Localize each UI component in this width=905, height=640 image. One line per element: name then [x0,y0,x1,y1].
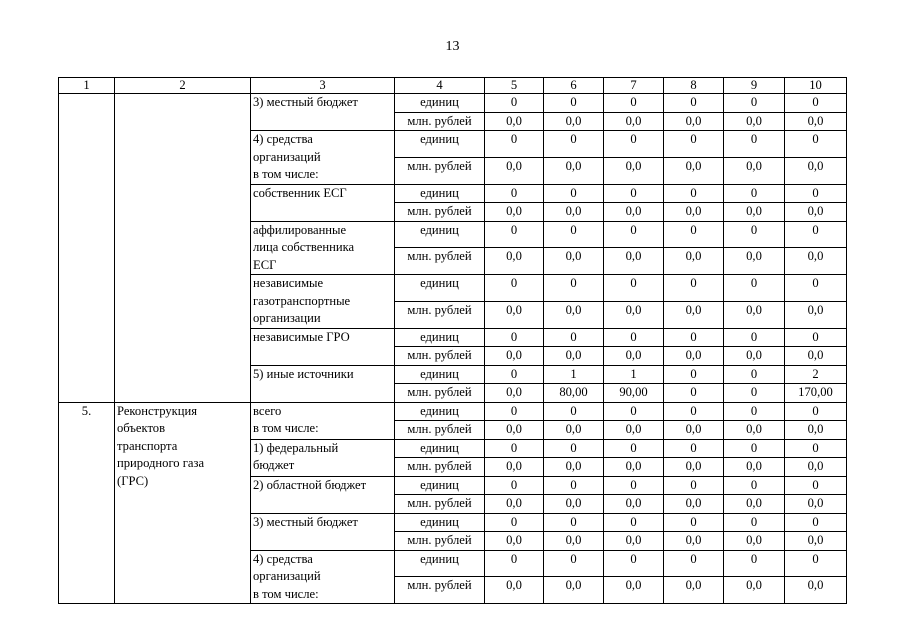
value-cell: 0 [485,221,544,248]
unit-cell: млн. рублей [395,248,485,275]
unit-cell: единиц [395,365,485,384]
unit-cell: единиц [395,513,485,532]
funding-source-line: 4) средства [253,132,313,146]
value-cell: 0 [724,384,785,403]
value-cell: 0,0 [485,577,544,604]
value-cell: 2 [785,365,847,384]
value-cell: 0,0 [664,301,724,328]
value-cell: 0 [724,328,785,347]
funding-source-line: независимые [253,276,324,290]
funding-source-line: в том числе: [253,167,319,181]
value-cell: 0,0 [785,577,847,604]
value-cell: 0 [485,550,544,577]
funding-source-line: независимые ГРО [253,329,350,344]
value-cell: 0,0 [544,248,604,275]
unit-cell: млн. рублей [395,347,485,366]
funding-source [251,550,395,604]
table-row [59,402,847,421]
value-cell: 0,0 [664,532,724,551]
column-header: 5 [485,78,544,94]
value-cell: 0,0 [604,203,664,222]
value-cell: 0 [664,221,724,248]
value-cell: 0,0 [544,203,604,222]
value-cell: 0 [485,476,544,495]
value-cell: 0,0 [604,532,664,551]
unit-cell: единиц [395,184,485,203]
value-cell: 0 [785,131,847,158]
value-cell: 0 [604,94,664,113]
value-cell: 0,0 [785,301,847,328]
value-cell: 0 [724,131,785,158]
funding-source [251,439,395,476]
value-cell: 0 [724,439,785,458]
object-name-line: (ГРС) [117,473,149,488]
value-cell: 0 [604,439,664,458]
value-cell: 0 [604,221,664,248]
value-cell: 0 [724,550,785,577]
unit-cell: млн. рублей [395,495,485,514]
funding-source-line: организаций [253,149,321,164]
value-cell: 0,0 [604,301,664,328]
funding-source [251,328,395,365]
value-cell: 0,0 [724,301,785,328]
value-cell: 0 [485,275,544,302]
value-cell: 0 [604,131,664,158]
value-cell: 0,0 [724,421,785,440]
funding-source-line: в том числе: [253,586,319,601]
value-cell: 0,0 [485,112,544,131]
funding-source-line: в том числе: [253,421,319,435]
value-cell: 0,0 [544,458,604,477]
value-cell: 0,0 [724,248,785,275]
value-cell: 0,0 [724,532,785,551]
value-cell: 0 [604,476,664,495]
value-cell: 0,0 [724,458,785,477]
value-cell: 0 [544,184,604,203]
value-cell: 0,0 [485,458,544,477]
value-cell: 0,0 [604,347,664,366]
value-cell: 0 [724,402,785,421]
value-cell: 0 [664,184,724,203]
value-cell: 0 [785,550,847,577]
value-cell: 0 [664,131,724,158]
value-cell: 0,0 [785,203,847,222]
value-cell: 0,0 [604,458,664,477]
value-cell: 0 [604,184,664,203]
unit-cell: млн. рублей [395,384,485,403]
value-cell: 0,0 [664,112,724,131]
value-cell: 0 [664,476,724,495]
value-cell: 0 [544,131,604,158]
value-cell: 0 [664,439,724,458]
value-cell: 0,0 [785,248,847,275]
value-cell: 0,0 [485,248,544,275]
funding-source-line: 1) федеральный [253,440,339,455]
object-name-line: Реконструкция [117,403,198,418]
column-header: 1 [59,78,115,94]
value-cell: 0,0 [664,203,724,222]
value-cell: 0 [544,328,604,347]
funding-source-line: всего [253,403,282,418]
value-cell: 0 [785,221,847,248]
value-cell: 90,00 [604,384,664,403]
unit-cell: единиц [395,221,485,248]
value-cell: 0,0 [785,532,847,551]
value-cell: 0,0 [785,495,847,514]
value-cell: 0 [724,94,785,113]
column-number-row [59,78,847,94]
funding-source [251,476,395,513]
value-cell: 0 [664,365,724,384]
value-cell: 0,0 [604,577,664,604]
value-cell: 0,0 [485,203,544,222]
unit-cell: единиц [395,328,485,347]
column-header: 4 [395,78,485,94]
value-cell: 0,0 [604,495,664,514]
value-cell: 0 [724,365,785,384]
value-cell: 0 [544,550,604,577]
value-cell: 80,00 [544,384,604,403]
column-header: 3 [251,78,395,94]
unit-cell: единиц [395,94,485,113]
value-cell: 0 [544,439,604,458]
value-cell: 0,0 [664,421,724,440]
value-cell: 1 [604,365,664,384]
value-cell: 0,0 [724,347,785,366]
section-number: 5. [59,402,115,604]
funding-source [251,221,395,275]
object-name-line: объектов [117,421,166,435]
value-cell: 0 [604,402,664,421]
unit-cell: млн. рублей [395,112,485,131]
value-cell: 0 [664,402,724,421]
value-cell: 0 [664,550,724,577]
value-cell: 0,0 [485,421,544,440]
value-cell: 0,0 [664,458,724,477]
funding-source-line: организаций [253,569,321,583]
column-header: 6 [544,78,604,94]
value-cell: 0,0 [664,157,724,184]
object-name-line: природного газа [117,456,205,470]
column-header: 10 [785,78,847,94]
section-number [59,94,115,403]
value-cell: 0,0 [724,203,785,222]
value-cell: 0 [785,402,847,421]
value-cell: 0,0 [485,384,544,403]
value-cell: 0 [544,513,604,532]
value-cell: 0,0 [485,495,544,514]
value-cell: 0 [785,275,847,302]
object-name-line: транспорта [117,438,178,453]
funding-source-line: 4) средства [253,551,313,566]
value-cell: 0 [785,94,847,113]
value-cell: 0,0 [785,112,847,131]
object-name [115,402,251,604]
value-cell: 0 [664,275,724,302]
unit-cell: единиц [395,131,485,158]
funding-source-line: лица собственника [253,240,355,254]
funding-source [251,513,395,550]
value-cell: 0,0 [604,112,664,131]
object-name [115,94,251,403]
value-cell: 0 [485,184,544,203]
unit-cell: единиц [395,439,485,458]
value-cell: 0,0 [544,301,604,328]
value-cell: 0 [664,384,724,403]
value-cell: 0,0 [604,157,664,184]
funding-source [251,131,395,185]
value-cell: 0,0 [785,347,847,366]
value-cell: 0 [785,513,847,532]
funding-source [251,94,395,131]
funding-source-line: собственник ЕСГ [253,185,347,200]
table-row [59,94,847,113]
value-cell: 0 [604,513,664,532]
value-cell: 0 [544,275,604,302]
table-body [59,78,847,604]
unit-cell: млн. рублей [395,577,485,604]
unit-cell: млн. рублей [395,157,485,184]
value-cell: 0,0 [544,577,604,604]
funding-source [251,365,395,402]
value-cell: 0,0 [485,347,544,366]
value-cell: 0 [785,184,847,203]
value-cell: 0 [604,550,664,577]
value-cell: 0,0 [664,347,724,366]
value-cell: 0 [485,365,544,384]
value-cell: 0,0 [664,577,724,604]
column-header: 9 [724,78,785,94]
column-header: 7 [604,78,664,94]
data-table [58,77,847,604]
value-cell: 0,0 [604,421,664,440]
value-cell: 0,0 [785,421,847,440]
value-cell: 0 [724,476,785,495]
value-cell: 0,0 [544,347,604,366]
value-cell: 0 [664,94,724,113]
unit-cell: млн. рублей [395,458,485,477]
funding-source [251,275,395,329]
value-cell: 1 [544,365,604,384]
value-cell: 0 [485,328,544,347]
value-cell: 0,0 [724,495,785,514]
value-cell: 0,0 [544,421,604,440]
value-cell: 0 [724,275,785,302]
value-cell: 0,0 [604,248,664,275]
value-cell: 0 [724,513,785,532]
unit-cell: единиц [395,402,485,421]
unit-cell: млн. рублей [395,301,485,328]
value-cell: 0,0 [544,157,604,184]
value-cell: 0 [544,476,604,495]
column-header: 8 [664,78,724,94]
funding-source-line: 3) местный бюджет [253,95,358,109]
value-cell: 0 [544,221,604,248]
unit-cell: млн. рублей [395,421,485,440]
value-cell: 0 [544,94,604,113]
value-cell: 0,0 [544,495,604,514]
value-cell: 0,0 [664,495,724,514]
value-cell: 0 [485,439,544,458]
value-cell: 0,0 [785,458,847,477]
value-cell: 0 [604,328,664,347]
funding-source-line: газотранспортные [253,293,351,308]
funding-source-line: аффилированные [253,222,347,237]
funding-source [251,402,395,439]
value-cell: 0 [785,439,847,458]
unit-cell: единиц [395,476,485,495]
column-header: 2 [115,78,251,94]
value-cell: 0 [664,513,724,532]
value-cell: 0,0 [485,301,544,328]
page-number: 13 [445,39,460,54]
funding-source-line: ЕСГ [253,257,277,272]
value-cell: 0,0 [664,248,724,275]
value-cell: 0,0 [485,532,544,551]
value-cell: 0,0 [485,157,544,184]
value-cell: 0 [785,476,847,495]
funding-source [251,184,395,221]
funding-source-line: организации [253,311,321,325]
unit-cell: млн. рублей [395,203,485,222]
value-cell: 0 [485,402,544,421]
value-cell: 0,0 [544,112,604,131]
unit-cell: единиц [395,550,485,577]
funding-source-line: 5) иные источники [253,366,354,381]
value-cell: 0 [724,184,785,203]
funding-source-line: бюджет [253,458,295,472]
value-cell: 0 [604,275,664,302]
value-cell: 0 [664,328,724,347]
funding-source-line: 2) областной бюджет [253,477,367,492]
value-cell: 0,0 [724,157,785,184]
value-cell: 0 [485,131,544,158]
value-cell: 0 [785,328,847,347]
value-cell: 0,0 [785,157,847,184]
value-cell: 0 [724,221,785,248]
funding-source-line: 3) местный бюджет [253,514,358,529]
value-cell: 0 [544,402,604,421]
value-cell: 0,0 [544,532,604,551]
value-cell: 0,0 [724,112,785,131]
value-cell: 0,0 [724,577,785,604]
unit-cell: млн. рублей [395,532,485,551]
value-cell: 0 [485,94,544,113]
value-cell: 0 [485,513,544,532]
value-cell: 170,00 [785,384,847,403]
unit-cell: единиц [395,275,485,302]
